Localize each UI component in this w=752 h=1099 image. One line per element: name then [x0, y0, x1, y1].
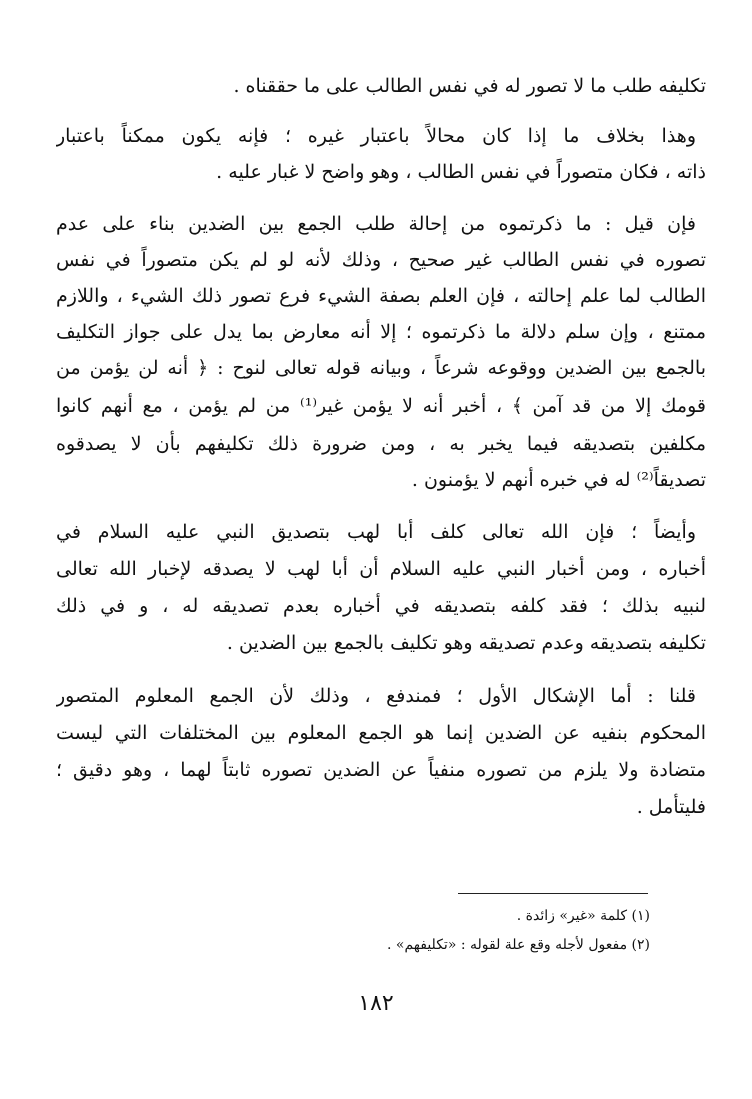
text-line-9: قومك إلا من قد آمن ﴾ ، أخبر أنه لا يؤمن غير⁽¹⁾ من لم يؤمن ، مع أنهم كانوا [56, 395, 706, 417]
text-line-5: تصوره في نفس الطالب غير صحيح ، وذلك لأنه لو لم يكن متصوراً في نفس [56, 249, 706, 271]
text-line-19: فليتأمل . [636, 796, 706, 818]
text-line-15: تكليفه بتصديقه وعدم تصديقه وهو تكليف بالجمع بين الضدين . [226, 632, 706, 654]
footnote-1: (١) كلمة «غير» زائدة . [516, 908, 650, 924]
text-line-14: لنبيه بذلك ؛ فقد كلفه بتصديقه في أخباره بعدم تصديقه له ، و في ذلك [56, 595, 706, 617]
page-number: ١٨٢ [358, 991, 394, 1016]
text-line-16: قلنا : أما الإشكال الأول ؛ فمندفع ، وذلك لأن الجمع المعلوم المتصور [56, 685, 696, 707]
text-line-18: متضادة ولا يلزم من تصوره منفياً عن الضدين تصوره ثابتاً لهما ، وهو دقيق ؛ [56, 759, 706, 781]
text-line-17: المحكوم بنفيه عن الضدين إنما هو الجمع المعلوم بين المختلفات التي ليست [56, 722, 706, 744]
text-line-12: وأيضاً ؛ فإن الله تعالى كلف أبا لهب بتصديق النبي عليه السلام في [56, 521, 696, 543]
text-line-6: الطالب لما علم إحالته ، فإن العلم بصفة الشيء فرع تصور ذلك الشيء ، واللازم [56, 285, 706, 307]
text-line-8: بالجمع بين الضدين ووقوعه شرعاً ، وبيانه قوله تعالى لنوح : ﴿ أنه لن يؤمن من [56, 357, 706, 379]
text-line-11: تصديقاً⁽²⁾ له في خبره أنهم لا يؤمنون . [411, 469, 706, 491]
text-line-7: ممتنع ، وإن سلم دلالة ما ذكرتموه ؛ إلا أنه معارض بما يدل على جواز التكليف [56, 321, 706, 343]
footnote-2: (٢) مفعول لأجله وقع علة لقوله : «تكليفهم» . [387, 937, 650, 953]
text-line-10: مكلفين بتصديقه فيما يخبر به ، ومن ضرورة ذلك تكليفهم بأن لا يصدقوه [56, 433, 706, 455]
text-line-1: تكليفه طلب ما لا تصور له في نفس الطالب على ما حققناه . [233, 75, 706, 97]
text-line-3: ذاته ، فكان متصوراً في نفس الطالب ، وهو واضح لا غبار عليه . [216, 161, 706, 183]
text-line-2: وهذا بخلاف ما إذا كان محالاً باعتبار غيره ؛ فإنه يكون ممكناً باعتبار [56, 125, 696, 147]
text-line-4: فإن قيل : ما ذكرتموه من إحالة طلب الجمع بين الضدين بناء على عدم [56, 213, 696, 235]
footnote-divider [458, 893, 648, 894]
text-line-13: أخباره ، ومن أخبار النبي عليه السلام أن أبا لهب لا يصدقه لإخبار الله تعالى [56, 558, 706, 580]
